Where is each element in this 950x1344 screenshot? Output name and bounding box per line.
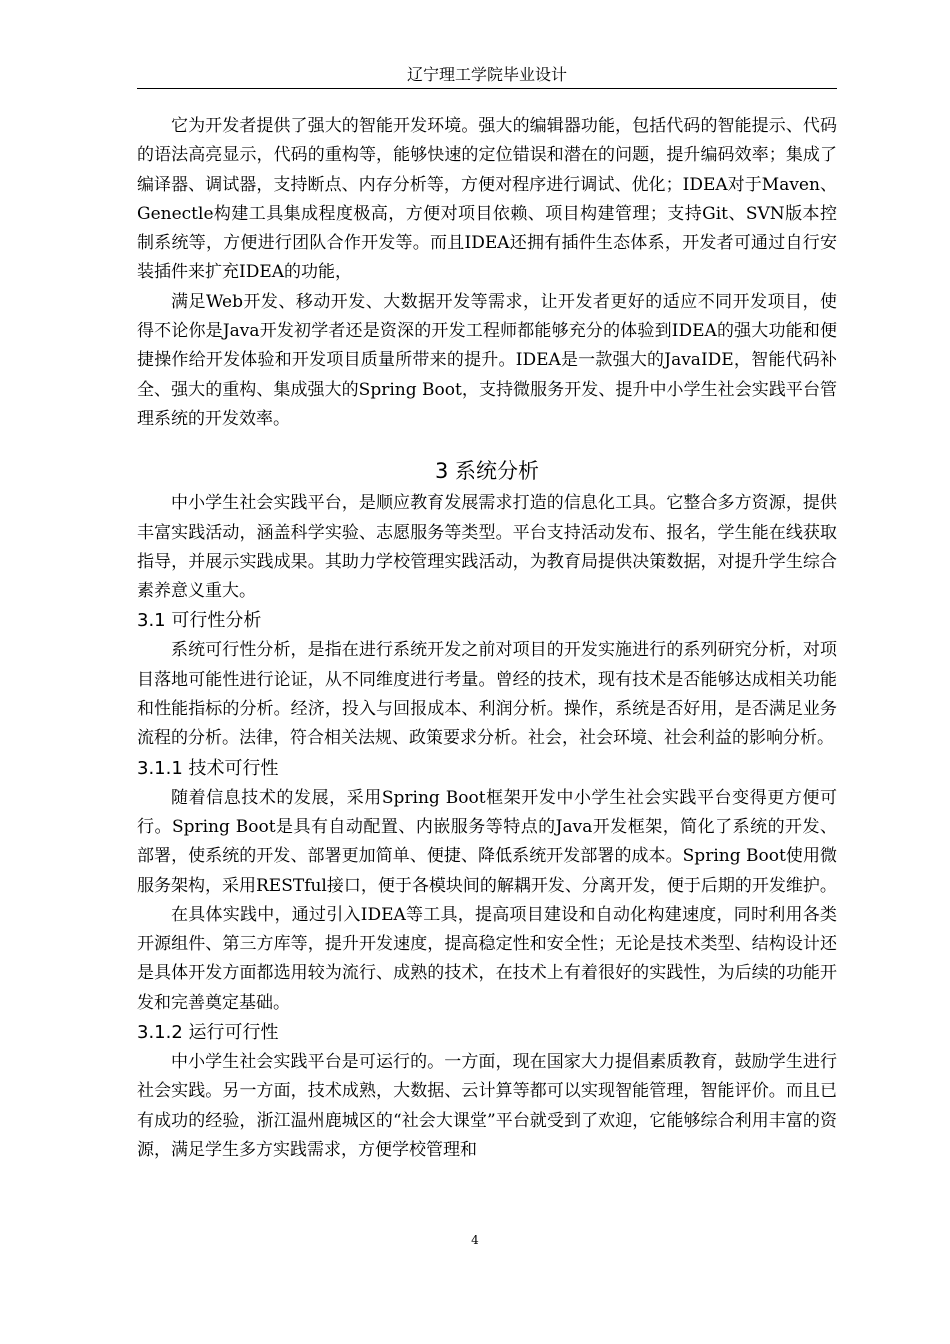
paragraph: 满足Web开发、移动开发、大数据开发等需求，让开发者更好的适应不同开发项目，使得不论你是Java开发初学者还是资深的开发工程师都能够充分的体验到IDEA的强大功能和便捷操作给开发体验和开发项目质量所带来的提升。IDEA是一款强大的JavaIDE，智能代码补全、强大的重构、集成强大的Spring Boot，支持微服务开发、提升中小学生社会实践平台管理系统的开发效率。: [137, 291, 837, 429]
paragraph: 中小学生社会实践平台，是顺应教育发展需求打造的信息化工具。它整合多方资源，提供丰富实践活动，涵盖科学实验、志愿服务等类型。平台支持活动发布、报名，学生能在线获取指导，并展示实践成果。其助力学校管理实践活动，为教育局提供决策数据，对提升学生综合素养意义重大。: [137, 493, 837, 602]
section-heading-3-1: 3.1 可行性分析: [137, 610, 262, 632]
page-content: [137, 112, 837, 1165]
paragraph: 中小学生社会实践平台是可运行的。一方面，现在国家大力提倡素质教育，鼓励学生进行社会实践。另一方面，技术成熟，大数据、云计算等都可以实现智能管理，智能评价。而且已有成功的经验，浙江温州鹿城区的“社会大课堂”平台就受到了欢迎，它能够综合利用丰富的资源，满足学生多方实践需求，方便学校管理和: [137, 1052, 837, 1160]
page-header: 辽宁理工学院毕业设计: [406, 65, 567, 84]
paragraph: 它为开发者提供了强大的智能开发环境。强大的编辑器功能，包括代码的智能提示、代码的语法高亮显示，代码的重构等，能够快速的定位错误和潜在的问题，提升编码效率；集成了编译器、调试器，支持断点、内存分析等，方便对程序进行调试、优化；IDEA对于Maven、Genectle构建工具集成程度极高，方便对项目依赖、项目构建管理；支持Git、SVN版本控制系统等，方便进行团队合作开发等。而且IDEA还拥有插件生态体系，开发者可通过自行安装插件来扩充IDEA的功能，: [137, 116, 837, 283]
page-number: 4: [471, 1233, 479, 1247]
header-divider: [137, 88, 837, 89]
paragraph: 随着信息技术的发展，采用Spring Boot框架开发中小学生社会实践平台变得更方便可行。Spring Boot是具有自动配置、内嵌服务等特点的Java开发框架，简化了系统的开发、部署，使系统的开发、部署更加简单、便捷、降低系统开发部署的成本。Spring Boot使用微服务架构，采用RESTful接口，便于各模块间的解耦开发、分离开发，便于后期的开发维护。: [137, 787, 837, 896]
paragraph: 在具体实践中，通过引入IDEA等工具，提高项目建设和自动化构建速度，同时利用各类开源组件、第三方库等，提升开发速度，提高稳定性和安全性；无论是技术类型、结构设计还是具体开发方面都选用较为流行、成熟的技术，在技术上有着很好的实践性，为后续的功能开发和完善奠定基础。: [137, 904, 837, 1013]
section-heading-3: 3 系统分析: [434, 459, 540, 484]
section-heading-3-1-1: 3.1.1 技术可行性: [137, 757, 279, 779]
paragraph: 系统可行性分析，是指在进行系统开发之前对项目的开发实施进行的系列研究分析，对项目落地可能性进行论证，从不同维度进行考量。曾经的技术，现有技术是否能够达成相关功能和性能指标的分析。经济，投入与回报成本、利润分析。操作，系统是否好用，是否满足业务流程的分析。法律，符合相关法规、政策要求分析。社会，社会环境、社会利益的影响分析。: [137, 640, 837, 749]
section-heading-3-1-2: 3.1.2 运行可行性: [137, 1022, 279, 1044]
